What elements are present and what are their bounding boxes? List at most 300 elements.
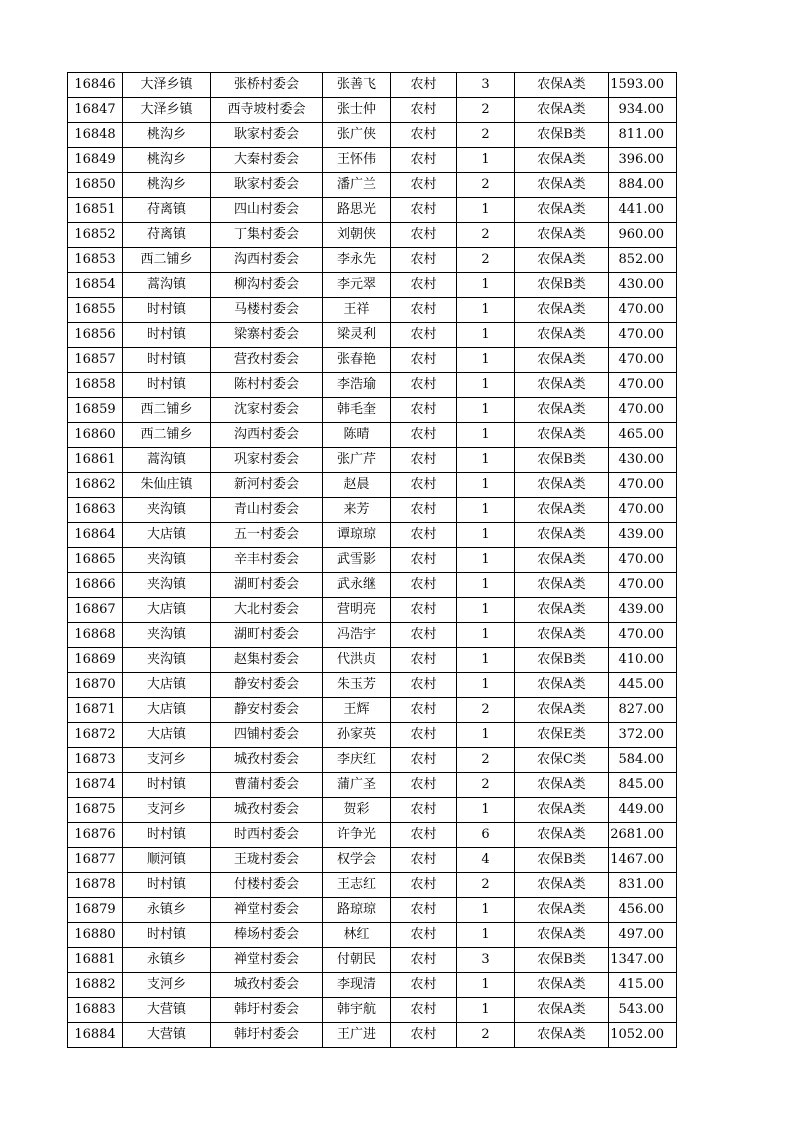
village-committee-cell: 曹蒲村委会 <box>211 773 323 798</box>
village-committee-cell: 青山村委会 <box>211 498 323 523</box>
row-id-cell: 16882 <box>68 973 123 998</box>
amount-cell: 410.00 <box>609 648 677 673</box>
area-type-cell: 农村 <box>391 323 457 348</box>
insurance-category-cell: 农保A类 <box>515 473 609 498</box>
village-committee-cell: 付楼村委会 <box>211 873 323 898</box>
row-id-cell: 16861 <box>68 448 123 473</box>
town-cell: 大店镇 <box>123 598 211 623</box>
table-row <box>68 798 677 823</box>
village-committee-cell: 新河村委会 <box>211 473 323 498</box>
household-count-cell: 1 <box>457 623 515 648</box>
name-cell: 张士仲 <box>323 98 391 123</box>
table-row <box>68 498 677 523</box>
town-cell: 大泽乡镇 <box>123 73 211 98</box>
row-id-cell: 16883 <box>68 998 123 1023</box>
village-committee-cell: 大北村委会 <box>211 598 323 623</box>
area-type-cell: 农村 <box>391 148 457 173</box>
table-row <box>68 573 677 598</box>
table-row <box>68 423 677 448</box>
insurance-category-cell: 农保A类 <box>515 423 609 448</box>
household-count-cell: 2 <box>457 98 515 123</box>
village-committee-cell: 韩圩村委会 <box>211 998 323 1023</box>
area-type-cell: 农村 <box>391 498 457 523</box>
table-row <box>68 698 677 723</box>
table-row <box>68 998 677 1023</box>
name-cell: 李现清 <box>323 973 391 998</box>
area-type-cell: 农村 <box>391 98 457 123</box>
insurance-category-cell: 农保B类 <box>515 648 609 673</box>
town-cell: 夹沟镇 <box>123 648 211 673</box>
name-cell: 许争光 <box>323 823 391 848</box>
household-count-cell: 1 <box>457 548 515 573</box>
data-table <box>67 72 677 1048</box>
table-row <box>68 948 677 973</box>
name-cell: 陈晴 <box>323 423 391 448</box>
amount-cell: 470.00 <box>609 348 677 373</box>
name-cell: 朱玉芳 <box>323 673 391 698</box>
name-cell: 孙家英 <box>323 723 391 748</box>
name-cell: 李庆红 <box>323 748 391 773</box>
insurance-category-cell: 农保A类 <box>515 348 609 373</box>
insurance-category-cell: 农保A类 <box>515 798 609 823</box>
town-cell: 支河乡 <box>123 748 211 773</box>
table-row <box>68 173 677 198</box>
row-id-cell: 16846 <box>68 73 123 98</box>
amount-cell: 445.00 <box>609 673 677 698</box>
insurance-category-cell: 农保A类 <box>515 98 609 123</box>
village-committee-cell: 禅堂村委会 <box>211 898 323 923</box>
town-cell: 大营镇 <box>123 998 211 1023</box>
town-cell: 夹沟镇 <box>123 548 211 573</box>
area-type-cell: 农村 <box>391 898 457 923</box>
town-cell: 西二铺乡 <box>123 398 211 423</box>
amount-cell: 543.00 <box>609 998 677 1023</box>
area-type-cell: 农村 <box>391 923 457 948</box>
insurance-category-cell: 农保B类 <box>515 448 609 473</box>
row-id-cell: 16859 <box>68 398 123 423</box>
area-type-cell: 农村 <box>391 523 457 548</box>
insurance-category-cell: 农保A类 <box>515 198 609 223</box>
table-row <box>68 673 677 698</box>
name-cell: 李浩瑜 <box>323 373 391 398</box>
household-count-cell: 2 <box>457 123 515 148</box>
name-cell: 张春艳 <box>323 348 391 373</box>
village-committee-cell: 陈村村委会 <box>211 373 323 398</box>
village-committee-cell: 耿家村委会 <box>211 123 323 148</box>
village-committee-cell: 静安村委会 <box>211 673 323 698</box>
household-count-cell: 3 <box>457 73 515 98</box>
household-count-cell: 1 <box>457 498 515 523</box>
insurance-category-cell: 农保A类 <box>515 398 609 423</box>
row-id-cell: 16880 <box>68 923 123 948</box>
area-type-cell: 农村 <box>391 848 457 873</box>
area-type-cell: 农村 <box>391 648 457 673</box>
row-id-cell: 16855 <box>68 298 123 323</box>
town-cell: 西二铺乡 <box>123 423 211 448</box>
village-committee-cell: 马楼村委会 <box>211 298 323 323</box>
area-type-cell: 农村 <box>391 198 457 223</box>
amount-cell: 415.00 <box>609 973 677 998</box>
table-row <box>68 723 677 748</box>
area-type-cell: 农村 <box>391 723 457 748</box>
amount-cell: 470.00 <box>609 373 677 398</box>
village-committee-cell: 四山村委会 <box>211 198 323 223</box>
name-cell: 张善飞 <box>323 73 391 98</box>
row-id-cell: 16872 <box>68 723 123 748</box>
area-type-cell: 农村 <box>391 223 457 248</box>
table-row <box>68 848 677 873</box>
insurance-category-cell: 农保B类 <box>515 948 609 973</box>
amount-cell: 372.00 <box>609 723 677 748</box>
household-count-cell: 6 <box>457 823 515 848</box>
household-count-cell: 1 <box>457 973 515 998</box>
amount-cell: 470.00 <box>609 323 677 348</box>
area-type-cell: 农村 <box>391 698 457 723</box>
name-cell: 谭琼琼 <box>323 523 391 548</box>
table-row <box>68 148 677 173</box>
household-count-cell: 2 <box>457 173 515 198</box>
area-type-cell: 农村 <box>391 973 457 998</box>
table-row <box>68 348 677 373</box>
amount-cell: 1052.00 <box>609 1023 677 1048</box>
amount-cell: 584.00 <box>609 748 677 773</box>
household-count-cell: 2 <box>457 773 515 798</box>
household-count-cell: 1 <box>457 673 515 698</box>
amount-cell: 441.00 <box>609 198 677 223</box>
amount-cell: 430.00 <box>609 273 677 298</box>
name-cell: 王志红 <box>323 873 391 898</box>
insurance-category-cell: 农保A类 <box>515 923 609 948</box>
village-committee-cell: 柳沟村委会 <box>211 273 323 298</box>
area-type-cell: 农村 <box>391 473 457 498</box>
village-committee-cell: 辛丰村委会 <box>211 548 323 573</box>
town-cell: 时村镇 <box>123 773 211 798</box>
town-cell: 时村镇 <box>123 923 211 948</box>
amount-cell: 1467.00 <box>609 848 677 873</box>
town-cell: 桃沟乡 <box>123 173 211 198</box>
table-row <box>68 298 677 323</box>
amount-cell: 960.00 <box>609 223 677 248</box>
household-count-cell: 1 <box>457 648 515 673</box>
area-type-cell: 农村 <box>391 673 457 698</box>
area-type-cell: 农村 <box>391 273 457 298</box>
row-id-cell: 16871 <box>68 698 123 723</box>
household-count-cell: 1 <box>457 598 515 623</box>
area-type-cell: 农村 <box>391 573 457 598</box>
village-committee-cell: 丁集村委会 <box>211 223 323 248</box>
insurance-category-cell: 农保A类 <box>515 873 609 898</box>
household-count-cell: 2 <box>457 1023 515 1048</box>
village-committee-cell: 四铺村委会 <box>211 723 323 748</box>
name-cell: 林红 <box>323 923 391 948</box>
name-cell: 营明亮 <box>323 598 391 623</box>
amount-cell: 827.00 <box>609 698 677 723</box>
amount-cell: 470.00 <box>609 548 677 573</box>
amount-cell: 449.00 <box>609 798 677 823</box>
town-cell: 时村镇 <box>123 348 211 373</box>
household-count-cell: 1 <box>457 323 515 348</box>
table-row <box>68 898 677 923</box>
row-id-cell: 16857 <box>68 348 123 373</box>
table-row <box>68 748 677 773</box>
town-cell: 夹沟镇 <box>123 498 211 523</box>
row-id-cell: 16851 <box>68 198 123 223</box>
amount-cell: 439.00 <box>609 598 677 623</box>
area-type-cell: 农村 <box>391 823 457 848</box>
town-cell: 时村镇 <box>123 298 211 323</box>
row-id-cell: 16868 <box>68 623 123 648</box>
table-row <box>68 473 677 498</box>
row-id-cell: 16865 <box>68 548 123 573</box>
amount-cell: 1347.00 <box>609 948 677 973</box>
insurance-category-cell: 农保A类 <box>515 623 609 648</box>
amount-cell: 465.00 <box>609 423 677 448</box>
insurance-category-cell: 农保B类 <box>515 273 609 298</box>
town-cell: 苻离镇 <box>123 198 211 223</box>
village-committee-cell: 梁寨村委会 <box>211 323 323 348</box>
table-row <box>68 398 677 423</box>
village-committee-cell: 时西村委会 <box>211 823 323 848</box>
row-id-cell: 16856 <box>68 323 123 348</box>
insurance-category-cell: 农保A类 <box>515 598 609 623</box>
row-id-cell: 16879 <box>68 898 123 923</box>
amount-cell: 470.00 <box>609 298 677 323</box>
household-count-cell: 1 <box>457 723 515 748</box>
amount-cell: 396.00 <box>609 148 677 173</box>
area-type-cell: 农村 <box>391 73 457 98</box>
household-count-cell: 1 <box>457 898 515 923</box>
village-committee-cell: 张桥村委会 <box>211 73 323 98</box>
amount-cell: 852.00 <box>609 248 677 273</box>
town-cell: 西二铺乡 <box>123 248 211 273</box>
village-committee-cell: 禅堂村委会 <box>211 948 323 973</box>
village-committee-cell: 沈家村委会 <box>211 398 323 423</box>
row-id-cell: 16884 <box>68 1023 123 1048</box>
amount-cell: 470.00 <box>609 398 677 423</box>
town-cell: 大店镇 <box>123 698 211 723</box>
insurance-category-cell: 农保A类 <box>515 698 609 723</box>
town-cell: 永镇乡 <box>123 948 211 973</box>
insurance-category-cell: 农保A类 <box>515 498 609 523</box>
household-count-cell: 2 <box>457 223 515 248</box>
table-row <box>68 773 677 798</box>
amount-cell: 470.00 <box>609 498 677 523</box>
table-row <box>68 123 677 148</box>
name-cell: 梁灵利 <box>323 323 391 348</box>
village-committee-cell: 大秦村委会 <box>211 148 323 173</box>
row-id-cell: 16849 <box>68 148 123 173</box>
household-count-cell: 1 <box>457 998 515 1023</box>
village-committee-cell: 王珑村委会 <box>211 848 323 873</box>
table-row <box>68 623 677 648</box>
name-cell: 路思光 <box>323 198 391 223</box>
household-count-cell: 1 <box>457 298 515 323</box>
insurance-category-cell: 农保A类 <box>515 523 609 548</box>
name-cell: 李元翠 <box>323 273 391 298</box>
amount-cell: 845.00 <box>609 773 677 798</box>
town-cell: 夹沟镇 <box>123 573 211 598</box>
household-count-cell: 1 <box>457 923 515 948</box>
household-count-cell: 1 <box>457 523 515 548</box>
area-type-cell: 农村 <box>391 298 457 323</box>
village-committee-cell: 韩圩村委会 <box>211 1023 323 1048</box>
town-cell: 桃沟乡 <box>123 123 211 148</box>
amount-cell: 430.00 <box>609 448 677 473</box>
insurance-category-cell: 农保A类 <box>515 773 609 798</box>
village-committee-cell: 城孜村委会 <box>211 973 323 998</box>
row-id-cell: 16848 <box>68 123 123 148</box>
name-cell: 贺彩 <box>323 798 391 823</box>
row-id-cell: 16854 <box>68 273 123 298</box>
amount-cell: 934.00 <box>609 98 677 123</box>
town-cell: 苻离镇 <box>123 223 211 248</box>
amount-cell: 470.00 <box>609 473 677 498</box>
table-row <box>68 448 677 473</box>
village-committee-cell: 西寺坡村委会 <box>211 98 323 123</box>
name-cell: 武雪影 <box>323 548 391 573</box>
name-cell: 代洪贞 <box>323 648 391 673</box>
row-id-cell: 16864 <box>68 523 123 548</box>
amount-cell: 439.00 <box>609 523 677 548</box>
row-id-cell: 16881 <box>68 948 123 973</box>
household-count-cell: 1 <box>457 423 515 448</box>
name-cell: 潘广兰 <box>323 173 391 198</box>
insurance-category-cell: 农保A类 <box>515 573 609 598</box>
row-id-cell: 16878 <box>68 873 123 898</box>
household-count-cell: 2 <box>457 698 515 723</box>
table-row <box>68 73 677 98</box>
row-id-cell: 16847 <box>68 98 123 123</box>
insurance-category-cell: 农保A类 <box>515 973 609 998</box>
household-count-cell: 1 <box>457 448 515 473</box>
insurance-category-cell: 农保E类 <box>515 723 609 748</box>
name-cell: 武永继 <box>323 573 391 598</box>
village-committee-cell: 赵集村委会 <box>211 648 323 673</box>
amount-cell: 831.00 <box>609 873 677 898</box>
insurance-category-cell: 农保A类 <box>515 673 609 698</box>
insurance-category-cell: 农保A类 <box>515 148 609 173</box>
town-cell: 支河乡 <box>123 798 211 823</box>
household-count-cell: 1 <box>457 398 515 423</box>
insurance-category-cell: 农保A类 <box>515 298 609 323</box>
household-count-cell: 4 <box>457 848 515 873</box>
town-cell: 桃沟乡 <box>123 148 211 173</box>
area-type-cell: 农村 <box>391 548 457 573</box>
town-cell: 大营镇 <box>123 1023 211 1048</box>
town-cell: 时村镇 <box>123 373 211 398</box>
row-id-cell: 16853 <box>68 248 123 273</box>
amount-cell: 497.00 <box>609 923 677 948</box>
insurance-category-cell: 农保A类 <box>515 823 609 848</box>
name-cell: 王广进 <box>323 1023 391 1048</box>
name-cell: 赵晨 <box>323 473 391 498</box>
amount-cell: 811.00 <box>609 123 677 148</box>
name-cell: 权学会 <box>323 848 391 873</box>
row-id-cell: 16877 <box>68 848 123 873</box>
town-cell: 大泽乡镇 <box>123 98 211 123</box>
name-cell: 路琼琼 <box>323 898 391 923</box>
household-count-cell: 1 <box>457 473 515 498</box>
name-cell: 韩毛奎 <box>323 398 391 423</box>
village-committee-cell: 耿家村委会 <box>211 173 323 198</box>
amount-cell: 470.00 <box>609 623 677 648</box>
name-cell: 王祥 <box>323 298 391 323</box>
table-row <box>68 523 677 548</box>
insurance-category-cell: 农保A类 <box>515 373 609 398</box>
row-id-cell: 16873 <box>68 748 123 773</box>
area-type-cell: 农村 <box>391 423 457 448</box>
name-cell: 王怀伟 <box>323 148 391 173</box>
town-cell: 大店镇 <box>123 673 211 698</box>
table-row <box>68 248 677 273</box>
area-type-cell: 农村 <box>391 623 457 648</box>
table-row <box>68 648 677 673</box>
row-id-cell: 16876 <box>68 823 123 848</box>
row-id-cell: 16858 <box>68 373 123 398</box>
town-cell: 顺河镇 <box>123 848 211 873</box>
town-cell: 时村镇 <box>123 823 211 848</box>
area-type-cell: 农村 <box>391 348 457 373</box>
table-row <box>68 973 677 998</box>
amount-cell: 470.00 <box>609 573 677 598</box>
row-id-cell: 16870 <box>68 673 123 698</box>
area-type-cell: 农村 <box>391 173 457 198</box>
table-row <box>68 98 677 123</box>
row-id-cell: 16850 <box>68 173 123 198</box>
insurance-category-cell: 农保A类 <box>515 73 609 98</box>
name-cell: 王辉 <box>323 698 391 723</box>
town-cell: 朱仙庄镇 <box>123 473 211 498</box>
table-row <box>68 1023 677 1048</box>
row-id-cell: 16866 <box>68 573 123 598</box>
insurance-category-cell: 农保A类 <box>515 1023 609 1048</box>
amount-cell: 1593.00 <box>609 73 677 98</box>
village-committee-cell: 静安村委会 <box>211 698 323 723</box>
household-count-cell: 2 <box>457 748 515 773</box>
village-committee-cell: 巩家村委会 <box>211 448 323 473</box>
village-committee-cell: 湖町村委会 <box>211 573 323 598</box>
insurance-category-cell: 农保A类 <box>515 323 609 348</box>
table-row <box>68 598 677 623</box>
village-committee-cell: 湖町村委会 <box>211 623 323 648</box>
table-row <box>68 873 677 898</box>
insurance-category-cell: 农保A类 <box>515 898 609 923</box>
name-cell: 冯浩宇 <box>323 623 391 648</box>
row-id-cell: 16860 <box>68 423 123 448</box>
name-cell: 来芳 <box>323 498 391 523</box>
town-cell: 时村镇 <box>123 873 211 898</box>
amount-cell: 456.00 <box>609 898 677 923</box>
table-row <box>68 823 677 848</box>
row-id-cell: 16852 <box>68 223 123 248</box>
insurance-category-cell: 农保C类 <box>515 748 609 773</box>
town-cell: 支河乡 <box>123 973 211 998</box>
village-committee-cell: 沟西村委会 <box>211 248 323 273</box>
household-count-cell: 1 <box>457 148 515 173</box>
area-type-cell: 农村 <box>391 798 457 823</box>
town-cell: 蒿沟镇 <box>123 273 211 298</box>
area-type-cell: 农村 <box>391 873 457 898</box>
table-body <box>68 73 677 1048</box>
amount-cell: 2681.00 <box>609 823 677 848</box>
area-type-cell: 农村 <box>391 598 457 623</box>
row-id-cell: 16867 <box>68 598 123 623</box>
household-count-cell: 3 <box>457 948 515 973</box>
village-committee-cell: 棒场村委会 <box>211 923 323 948</box>
name-cell: 付朝民 <box>323 948 391 973</box>
household-count-cell: 2 <box>457 873 515 898</box>
insurance-category-cell: 农保A类 <box>515 548 609 573</box>
